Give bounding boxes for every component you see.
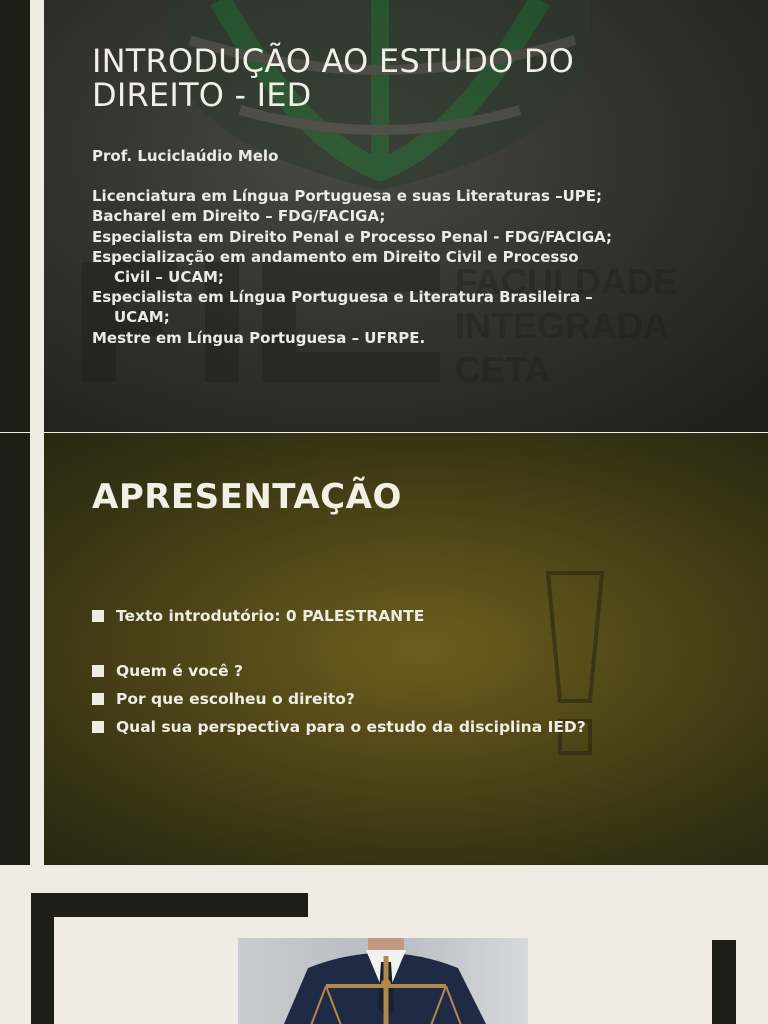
bullet-text: Texto introdutório: 0 PALESTRANTE [116, 607, 425, 625]
corner-frame-vertical [31, 893, 54, 1024]
square-bullet-icon [92, 721, 104, 733]
bullet-text: Quem é você ? [116, 662, 244, 680]
credential-item: Mestre em Língua Portuguesa – UFRPE. [92, 328, 426, 347]
professor-name: Prof. Luciclaúdio Melo [92, 147, 279, 165]
square-bullet-icon [92, 693, 104, 705]
slide-apresentacao [0, 433, 768, 865]
slide-image [0, 865, 768, 1024]
lawyer-scales-photo [238, 938, 528, 1024]
slide-intro [0, 0, 768, 432]
square-bullet-icon [92, 610, 104, 622]
logo-word-ceta: CETA [455, 349, 551, 390]
left-accent-line [30, 433, 44, 865]
bullet-item [92, 662, 243, 680]
credential-item-continued: Civil – UCAM; [114, 268, 224, 287]
bullet-item [92, 607, 424, 625]
bullet-text: Qual sua perspectiva para o estudo da disciplina IED? [116, 718, 586, 736]
title-line-1: INTRODUÇÃO AO ESTUDO DO [92, 42, 575, 80]
logo-word-faculdade: FACULDADE [455, 261, 677, 302]
right-dark-bar [712, 940, 736, 1024]
bullet-text: Por que escolheu o direito? [116, 690, 355, 708]
credential-item: Licenciatura em Língua Portuguesa e suas Literaturas –UPE; [92, 187, 603, 206]
slide-title [92, 44, 712, 112]
corner-frame-horizontal [31, 893, 308, 917]
bullet-item [92, 690, 355, 708]
title-line-2: DIREITO - IED [92, 76, 312, 114]
bio-spacer [92, 166, 732, 186]
square-bullet-icon [92, 665, 104, 677]
credential-item: Especialista em Língua Portuguesa e Literatura Brasileira – [92, 288, 593, 307]
left-dark-bar [0, 433, 30, 865]
credential-item: Especialista em Direito Penal e Processo Penal - FDG/FACIGA; [92, 227, 613, 246]
credential-item: Bacharel em Direito – FDG/FACIGA; [92, 207, 386, 226]
professor-bio [92, 146, 732, 348]
credential-item-continued: UCAM; [114, 308, 170, 327]
logo-word-integrada: INTEGRADA [455, 305, 669, 346]
left-accent-line [30, 0, 44, 432]
credential-item: Especialização em andamento em Direito Civil e Processo [92, 247, 579, 266]
left-dark-bar [0, 0, 30, 432]
bullet-item [92, 718, 586, 736]
slide-heading: APRESENTAÇÃO [92, 477, 402, 517]
